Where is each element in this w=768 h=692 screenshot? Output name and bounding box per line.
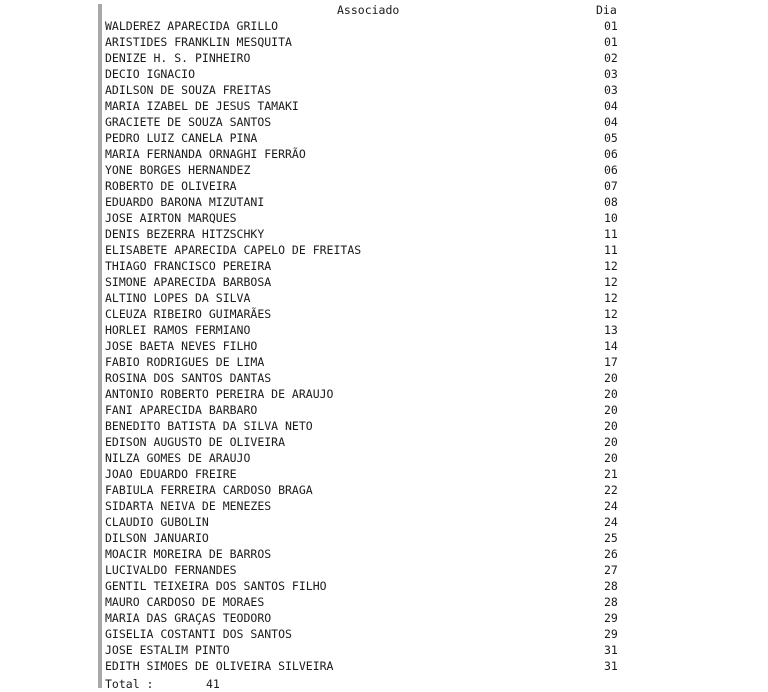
associado-name: GENTIL TEIXEIRA DOS SANTOS FILHO — [105, 579, 327, 593]
associado-name: DENIZE H. S. PINHEIRO — [105, 51, 251, 65]
associado-name: ANTONIO ROBERTO PEREIRA DE ARAUJO — [105, 387, 334, 401]
associado-name: ALTINO LOPES DA SILVA — [105, 291, 251, 305]
associado-name: BENEDITO BATISTA DA SILVA NETO — [105, 419, 313, 433]
dia-value: 31 — [604, 643, 618, 657]
associado-name: MARIA IZABEL DE JESUS TAMAKI — [105, 99, 299, 113]
associado-name: SIMONE APARECIDA BARBOSA — [105, 275, 272, 289]
dia-value: 20 — [604, 451, 618, 465]
associado-name: DECIO IGNACIO — [105, 67, 196, 81]
dia-value: 04 — [604, 99, 618, 113]
table-row — [98, 354, 628, 370]
dia-value: 12 — [604, 291, 618, 305]
associado-name: FABIO RODRIGUES DE LIMA — [105, 355, 265, 369]
table-row — [98, 482, 628, 498]
associado-name: ARISTIDES FRANKLIN MESQUITA — [105, 35, 292, 49]
dia-value: 01 — [604, 19, 618, 33]
associado-name: FANI APARECIDA BARBARO — [105, 403, 258, 417]
dia-value: 22 — [604, 483, 618, 497]
associado-name: EDUARDO BARONA MIZUTANI — [105, 195, 265, 209]
column-header-dia: Dia — [596, 3, 617, 17]
dia-value: 21 — [604, 467, 618, 481]
dia-value: 06 — [604, 163, 618, 177]
associado-name: MOACIR MOREIRA DE BARROS — [105, 547, 272, 561]
dia-value: 20 — [604, 435, 618, 449]
dia-value: 12 — [604, 307, 618, 321]
table-row — [98, 290, 628, 306]
associado-name: MARIA DAS GRAÇAS TEODORO — [105, 611, 272, 625]
table-row — [98, 594, 628, 610]
associado-name: ELISABETE APARECIDA CAPELO DE FREITAS — [105, 243, 362, 257]
dia-value: 28 — [604, 579, 618, 593]
table-row — [98, 306, 628, 322]
dia-value: 03 — [604, 83, 618, 97]
dia-value: 13 — [604, 323, 618, 337]
table-row — [98, 50, 628, 66]
associado-name: ADILSON DE SOUZA FREITAS — [105, 83, 272, 97]
dia-value: 20 — [604, 419, 618, 433]
total-value: 41 — [206, 677, 220, 691]
dia-value: 20 — [604, 403, 618, 417]
dia-value: 14 — [604, 339, 618, 353]
table-row — [98, 546, 628, 562]
dia-value: 24 — [604, 499, 618, 513]
table-row — [98, 162, 628, 178]
table-row — [98, 194, 628, 210]
dia-value: 29 — [604, 611, 618, 625]
associado-name: THIAGO FRANCISCO PEREIRA — [105, 259, 272, 273]
table-row — [98, 258, 628, 274]
table-row — [98, 402, 628, 418]
table-row — [98, 18, 628, 34]
table-row — [98, 386, 628, 402]
associado-name: MARIA FERNANDA ORNAGHI FERRÃO — [105, 147, 306, 161]
table-row — [98, 578, 628, 594]
associado-name: FABIULA FERREIRA CARDOSO BRAGA — [105, 483, 313, 497]
table-row — [98, 530, 628, 546]
associado-name: SIDARTA NEIVA DE MENEZES — [105, 499, 272, 513]
dia-value: 06 — [604, 147, 618, 161]
dia-value: 12 — [604, 259, 618, 273]
column-header-associado: Associado — [337, 3, 400, 17]
dia-value: 26 — [604, 547, 618, 561]
table-row — [98, 514, 628, 530]
associado-name: LUCIVALDO FERNANDES — [105, 563, 237, 577]
associado-name: DENIS BEZERRA HITZSCHKY — [105, 227, 265, 241]
dia-value: 17 — [604, 355, 618, 369]
associado-name: GRACIETE DE SOUZA SANTOS — [105, 115, 272, 129]
associado-name: DILSON JANUARIO — [105, 531, 209, 545]
dia-value: 11 — [604, 227, 618, 241]
associado-name: HORLEI RAMOS FERMIANO — [105, 323, 251, 337]
dia-value: 05 — [604, 131, 618, 145]
birthday-report — [98, 2, 628, 692]
table-row — [98, 34, 628, 50]
dia-value: 08 — [604, 195, 618, 209]
associado-name: JOSE ESTALIM PINTO — [105, 643, 230, 657]
dia-value: 20 — [604, 371, 618, 385]
table-row — [98, 434, 628, 450]
table-row — [98, 498, 628, 514]
table-row — [98, 146, 628, 162]
associado-name: JOSE BAETA NEVES FILHO — [105, 339, 258, 353]
table-row — [98, 626, 628, 642]
dia-value: 12 — [604, 275, 618, 289]
associado-name: JOSE AIRTON MARQUES — [105, 211, 237, 225]
associado-name: YONE BORGES HERNANDEZ — [105, 163, 251, 177]
dia-value: 03 — [604, 67, 618, 81]
associado-name: ROBERTO DE OLIVEIRA — [105, 179, 237, 193]
associado-name: CLAUDIO GUBOLIN — [105, 515, 209, 529]
dia-value: 11 — [604, 243, 618, 257]
associado-name: WALDEREZ APARECIDA GRILLO — [105, 19, 279, 33]
table-row — [98, 130, 628, 146]
table-row — [98, 418, 628, 434]
associado-name: MAURO CARDOSO DE MORAES — [105, 595, 265, 609]
associado-name: PEDRO LUIZ CANELA PINA — [105, 131, 258, 145]
table-row — [98, 274, 628, 290]
dia-value: 28 — [604, 595, 618, 609]
associado-name: ROSINA DOS SANTOS DANTAS — [105, 371, 272, 385]
report-header — [98, 2, 628, 18]
table-row — [98, 66, 628, 82]
report-total — [98, 676, 628, 692]
dia-value: 10 — [604, 211, 618, 225]
dia-value: 01 — [604, 35, 618, 49]
table-row — [98, 322, 628, 338]
table-row — [98, 642, 628, 658]
associado-name: GISELIA COSTANTI DOS SANTOS — [105, 627, 292, 641]
dia-value: 04 — [604, 115, 618, 129]
associado-name: EDISON AUGUSTO DE OLIVEIRA — [105, 435, 286, 449]
associado-name: CLEUZA RIBEIRO GUIMARÃES — [105, 307, 272, 321]
dia-value: 25 — [604, 531, 618, 545]
report-rows — [98, 18, 628, 674]
associado-name: JOAO EDUARDO FREIRE — [105, 467, 237, 481]
table-row — [98, 466, 628, 482]
table-row — [98, 178, 628, 194]
table-row — [98, 370, 628, 386]
table-row — [98, 562, 628, 578]
table-row — [98, 242, 628, 258]
table-row — [98, 658, 628, 674]
table-row — [98, 114, 628, 130]
table-row — [98, 98, 628, 114]
table-row — [98, 226, 628, 242]
dia-value: 27 — [604, 563, 618, 577]
table-row — [98, 610, 628, 626]
table-row — [98, 210, 628, 226]
dia-value: 24 — [604, 515, 618, 529]
table-row — [98, 338, 628, 354]
dia-value: 07 — [604, 179, 618, 193]
associado-name: NILZA GOMES DE ARAUJO — [105, 451, 251, 465]
total-label: Total : — [105, 677, 154, 691]
table-row — [98, 450, 628, 466]
associado-name: EDITH SIMOES DE OLIVEIRA SILVEIRA — [105, 659, 334, 673]
dia-value: 20 — [604, 387, 618, 401]
dia-value: 31 — [604, 659, 618, 673]
table-row — [98, 82, 628, 98]
dia-value: 02 — [604, 51, 618, 65]
dia-value: 29 — [604, 627, 618, 641]
